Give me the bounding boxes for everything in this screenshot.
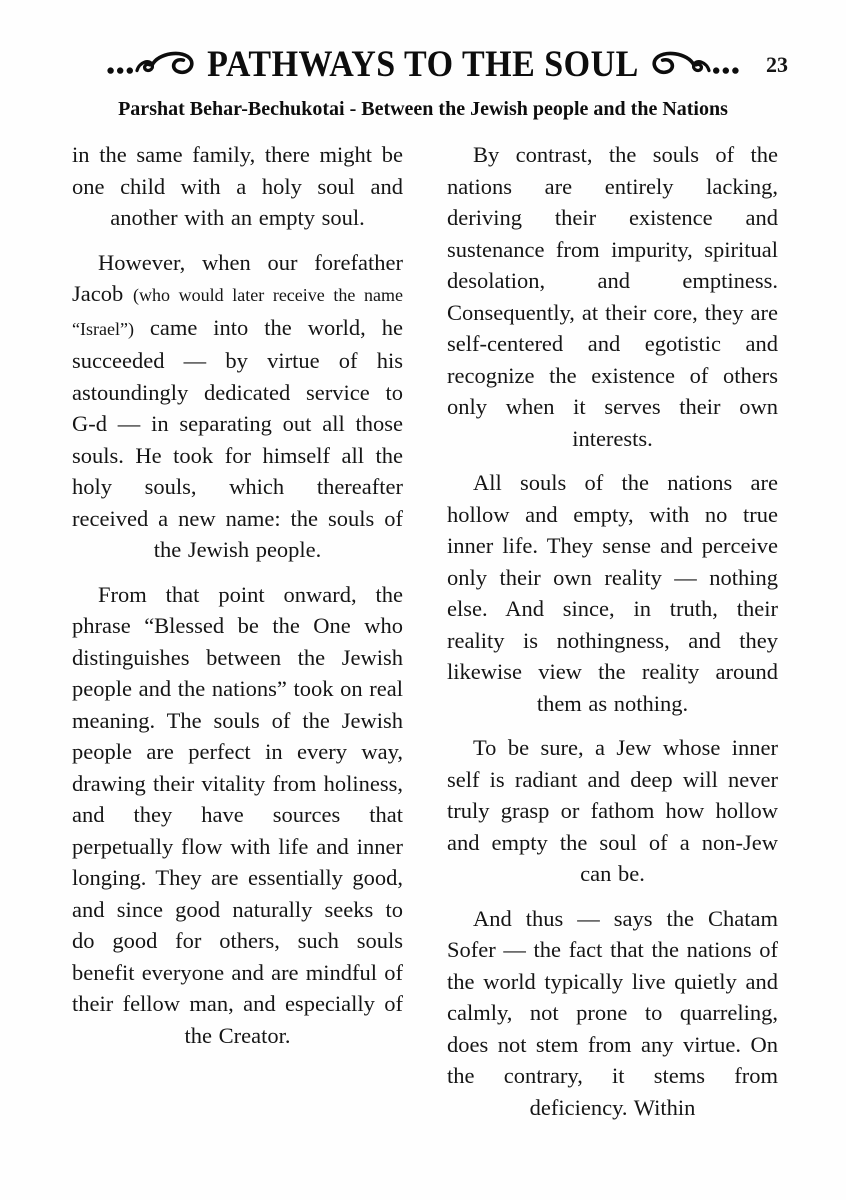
- paragraph: [447, 903, 778, 1124]
- page-subtitle: Parshat Behar-Bechukotai - Between the Jewish people and the Nations: [118, 98, 728, 120]
- paragraph-text: From that point onward, the phrase “Blessed be the One who distinguishes between the Jewish people and the nations” took on real meaning. The souls of the Jewish people are perfect in every way, drawing their vitality from holiness, and they have sources that perpetually flow with life and inner longing. They are essentially good, and since good naturally seeks to do good for others, such souls benefit everyone and are mindful of their fellow man, and especially of the Creator.: [72, 581, 403, 1048]
- paragraph-text: All souls of the nations are hollow and empty, with no true inner life. They sense and perceive only their own reality — nothing else. And since, in truth, their reality is nothingness, and they likewise view the reality around them as nothing.: [447, 470, 778, 716]
- paragraph-text: in the same family, there might be one child with a holy soul and another with an empty soul.: [72, 142, 403, 230]
- title-row: [0, 40, 846, 90]
- flourish-left-icon: [105, 45, 201, 85]
- text-columns: [0, 121, 846, 1136]
- paragraph: [72, 139, 403, 234]
- page-number: 23: [766, 52, 788, 77]
- flourish-right-icon: [645, 45, 741, 85]
- page-header: [0, 0, 846, 121]
- paragraph: [72, 579, 403, 1052]
- paragraph-text: And thus — says the Chatam Sofer — the fact that the nations of the world typically live quietly and calmly, not prone to quarreling, does not stem from any virtue. On the contrary, it stems from deficiency. Within: [447, 905, 778, 1120]
- left-column: [72, 139, 403, 1136]
- paragraph: [447, 139, 778, 454]
- page-title: PATHWAYS TO THE SOUL: [207, 44, 639, 85]
- right-column: [447, 139, 778, 1136]
- paragraph-text: came into the world, he succeeded — by virtue of his astoundingly dedicated service to G-d — in separating out all those souls. He took for himself all the holy souls, which thereafter received a new name: the souls of the Jewish people.: [72, 314, 403, 562]
- paragraph: [72, 247, 403, 566]
- paragraph-text: However, when our forefather Jacob: [72, 249, 403, 306]
- paragraph: [447, 467, 778, 719]
- paragraph-text: To be sure, a Jew whose inner self is radiant and deep will never truly grasp or fathom how hollow and empty the soul of a non-Jew can be.: [447, 735, 778, 886]
- paragraph: [447, 732, 778, 890]
- paragraph-text: By contrast, the souls of the nations are entirely lacking, deriving their existence and sustenance from impurity, spiritual desolation, and emptiness. Consequently, at their core, they are self-centered and egotistic and recognize the existence of others only when it serves their own interests.: [447, 142, 778, 451]
- parenthetical-note: (who would later receive the name “Israel”): [72, 285, 403, 339]
